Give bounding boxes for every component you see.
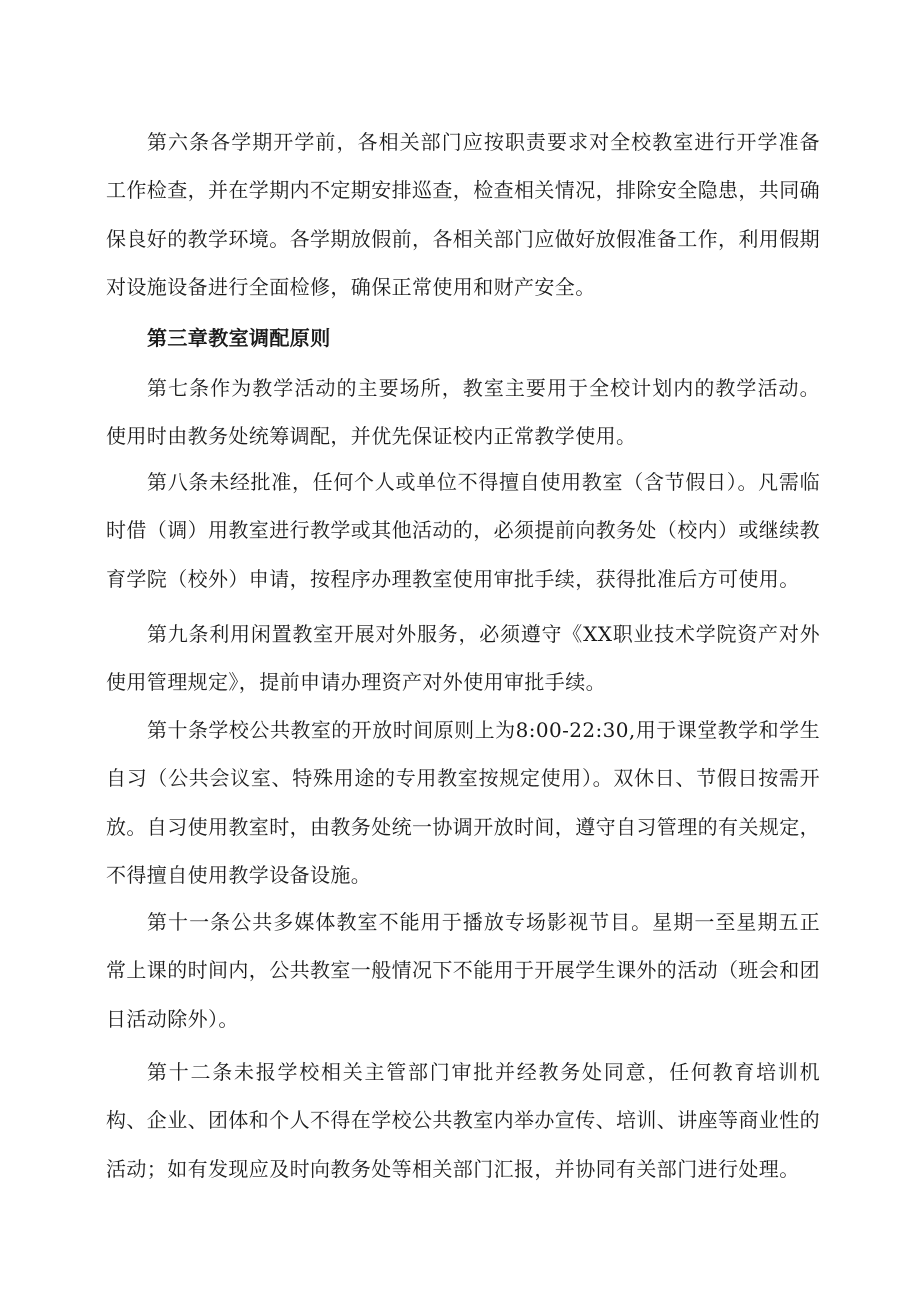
article-11-paragraph: 第十一条公共多媒体教室不能用于播放专场影视节目。星期一至星期五正常上课的时间内，公共教室一般情况下不能用于开展学生课外的活动（班会和团日活动除外）。 — [106, 910, 820, 1031]
article-8-paragraph: 第八条未经批准，任何个人或单位不得擅自使用教室（含节假日）。凡需临时借（调）用教室进行教学或其他活动的，必须提前向教务处（校内）或继续教育学院（校外）申请，按程序办理教室使用审批手续，获得批准后方可使用。 — [106, 470, 820, 591]
article-6-paragraph: 第六条各学期开学前，各相关部门应按职责要求对全校教室进行开学准备工作检查，并在学期内不定期安排巡查，检查相关情况，排除安全隐患，共同确保良好的教学环境。各学期放假前，各相关部门应做好放假准备工作，利用假期对设施设备进行全面检修，确保正常使用和财产安全。 — [106, 130, 820, 300]
article-10-paragraph: 第十条学校公共教室的开放时间原则上为8:00-22:30,用于课堂教学和学生自习（公共会议室、特殊用途的专用教室按规定使用）。双休日、节假日按需开放。自习使用教室时，由教务处统一协调开放时间，遵守自习管理的有关规定，不得擅自使用教学设备设施。 — [106, 718, 820, 888]
article-7-paragraph: 第七条作为教学活动的主要场所，教室主要用于全校计划内的教学活动。使用时由教务处统筹调配，并优先保证校内正常教学使用。 — [106, 376, 820, 449]
article-12-paragraph: 第十二条未报学校相关主管部门审批并经教务处同意，任何教育培训机构、企业、团体和个人不得在学校公共教室内举办宣传、培训、讲座等商业性的活动；如有发现应及时向教务处等相关部门汇报，并协同有关部门进行处理。 — [106, 1060, 820, 1181]
article-9-paragraph: 第九条利用闲置教室开展对外服务，必须遵守《XX职业技术学院资产对外使用管理规定》，提前申请办理资产对外使用审批手续。 — [106, 622, 820, 695]
chapter-3-heading: 第三章教室调配原则 — [147, 326, 331, 350]
